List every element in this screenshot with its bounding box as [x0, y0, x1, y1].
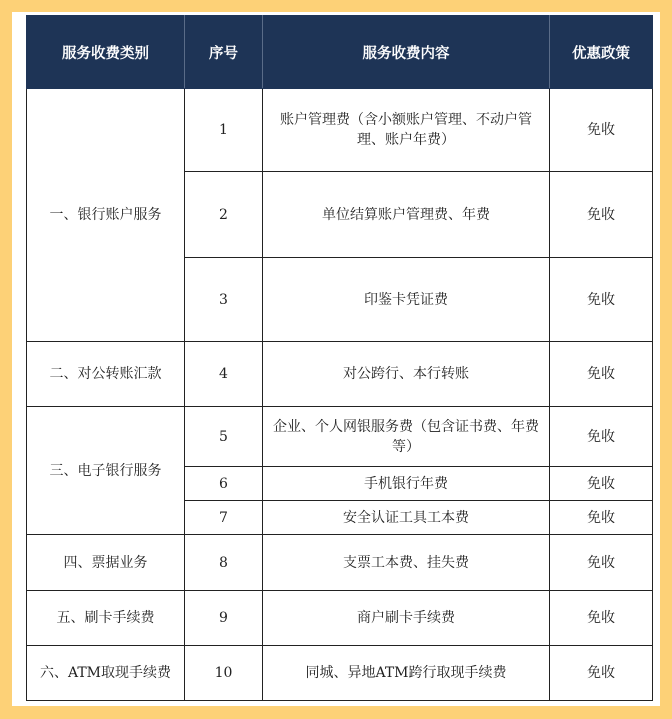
category-cell: 四、票据业务	[27, 535, 185, 591]
header-seq: 序号	[185, 16, 263, 89]
table-row	[27, 646, 653, 701]
category-cell: 三、电子银行服务	[27, 407, 185, 535]
seq-cell: 7	[185, 501, 263, 535]
seq-cell: 1	[185, 89, 263, 172]
policy-cell: 免收	[550, 258, 653, 342]
content-cell: 对公跨行、本行转账	[263, 342, 550, 407]
fee-table	[26, 15, 653, 701]
policy-cell: 免收	[550, 172, 653, 258]
seq-cell: 2	[185, 172, 263, 258]
content-cell: 企业、个人网银服务费（包含证书费、年费等）	[263, 407, 550, 467]
seq-cell: 8	[185, 535, 263, 591]
content-cell: 手机银行年费	[263, 467, 550, 501]
content-cell: 安全认证工具工本费	[263, 501, 550, 535]
seq-cell: 4	[185, 342, 263, 407]
header-content: 服务收费内容	[263, 16, 550, 89]
category-cell: 六、ATM取现手续费	[27, 646, 185, 701]
seq-cell: 9	[185, 591, 263, 646]
policy-cell: 免收	[550, 467, 653, 501]
header-policy: 优惠政策	[550, 16, 653, 89]
table-row	[27, 535, 653, 591]
policy-cell: 免收	[550, 501, 653, 535]
policy-cell: 免收	[550, 89, 653, 172]
content-cell: 支票工本费、挂失费	[263, 535, 550, 591]
content-cell: 印鉴卡凭证费	[263, 258, 550, 342]
table-header-row	[27, 16, 653, 89]
table-row	[27, 89, 653, 172]
table-row	[27, 342, 653, 407]
content-cell: 单位结算账户管理费、年费	[263, 172, 550, 258]
policy-cell: 免收	[550, 342, 653, 407]
seq-cell: 5	[185, 407, 263, 467]
policy-cell: 免收	[550, 646, 653, 701]
policy-cell: 免收	[550, 591, 653, 646]
content-cell: 账户管理费（含小额账户管理、不动户管理、账户年费）	[263, 89, 550, 172]
table-row	[27, 407, 653, 467]
policy-cell: 免收	[550, 407, 653, 467]
policy-cell: 免收	[550, 535, 653, 591]
category-cell: 二、对公转账汇款	[27, 342, 185, 407]
table-row	[27, 591, 653, 646]
header-category: 服务收费类别	[27, 16, 185, 89]
seq-cell: 3	[185, 258, 263, 342]
content-cell: 商户刷卡手续费	[263, 591, 550, 646]
seq-cell: 10	[185, 646, 263, 701]
content-cell: 同城、异地ATM跨行取现手续费	[263, 646, 550, 701]
category-cell: 一、银行账户服务	[27, 89, 185, 342]
seq-cell: 6	[185, 467, 263, 501]
category-cell: 五、刷卡手续费	[27, 591, 185, 646]
